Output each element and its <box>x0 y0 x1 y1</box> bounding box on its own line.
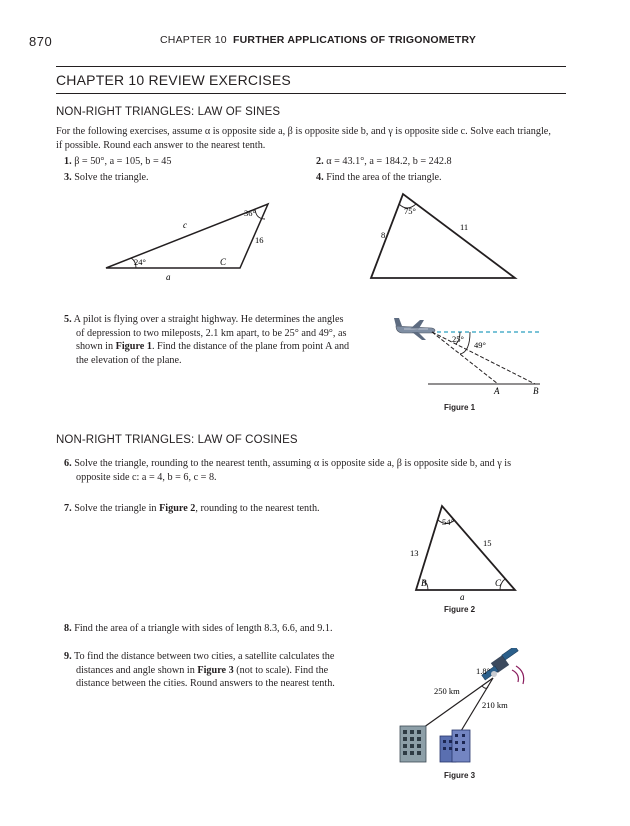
figure-reference: Figure 1 <box>115 341 152 352</box>
exercise-8 <box>64 622 333 636</box>
airplane-icon <box>394 318 435 340</box>
exercise-text: α = 43.1°, a = 184.2, b = 242.8 <box>326 156 452 167</box>
vertex-label-C: C <box>220 257 227 267</box>
side-label-13: 13 <box>410 548 419 558</box>
exercise-number: 7. <box>64 503 72 514</box>
distance-label-250: 250 km <box>434 686 460 696</box>
angle-label-25: 25° <box>452 334 464 344</box>
exercise-text: Find the area of the triangle. <box>326 172 442 183</box>
exercise-text: β = 50°, a = 105, b = 45 <box>74 156 172 167</box>
angle-label-75: 75° <box>404 206 416 216</box>
exercise-line-text: . Find the distance of the plane from point A and <box>151 341 350 352</box>
triangle-outline <box>371 194 515 278</box>
point-label-A: A <box>494 386 500 396</box>
angle-label-1-8: 1.8° <box>476 666 491 676</box>
exercise-line: distance between the cities. Round answers to the nearest tenth. <box>76 678 335 689</box>
exercise-number: 1. <box>64 156 72 167</box>
exercise-line <box>64 457 564 471</box>
intro-line-2: if possible. Round each answer to the nearest tenth. <box>56 139 266 151</box>
angle-label-36: 36° <box>244 208 256 218</box>
figure-reference: Figure 2 <box>159 503 196 514</box>
exercise-3 <box>64 171 149 185</box>
side-label-15: 15 <box>483 538 492 548</box>
exercise-line-text: distances and angle shown in <box>76 664 198 676</box>
side-label-8: 8 <box>381 230 386 240</box>
exercise-number: 3. <box>64 172 72 183</box>
line-of-sight-to-A <box>432 332 498 384</box>
side-label-a: a <box>460 592 465 602</box>
exercise-number: 6. <box>64 458 72 469</box>
section1-intro <box>56 125 561 152</box>
exercise-line-text: A pilot is flying over a straight highway. He determines the angles <box>73 314 344 325</box>
intro-line-1: For the following exercises, assume α is opposite side a, β is opposite side b, and γ is opposite side c. Solve each triangle, <box>56 126 551 137</box>
chapter-top-rule <box>56 66 566 67</box>
exercise-number: 9. <box>64 651 72 662</box>
exercise-number: 8. <box>64 623 72 634</box>
exercise-2 <box>316 155 452 169</box>
exercise-line: the elevation of the plane. <box>76 354 182 366</box>
angle-label-49: 49° <box>474 340 486 350</box>
exercise-line <box>64 664 374 678</box>
section-heading-law-of-cosines: NON-RIGHT TRIANGLES: LAW OF COSINES <box>56 434 298 446</box>
triangle-exercise-3 <box>100 192 280 284</box>
exercise-line-text: , rounding to the nearest tenth. <box>195 503 320 514</box>
exercise-4 <box>316 171 442 185</box>
exercise-line: opposite side c: a = 4, b = 6, c = 8. <box>76 471 217 483</box>
exercise-number: 4. <box>316 172 324 183</box>
point-label-B: B <box>533 386 539 396</box>
exercise-line: of depression to two mileposts, 2.1 km apart, to be 25° and 49°, as <box>76 327 347 339</box>
figure-1-plane-diagram <box>390 308 550 400</box>
running-head-title: FURTHER APPLICATIONS OF TRIGONOMETRY <box>233 34 477 46</box>
exercise-line <box>64 313 374 327</box>
figure-2-caption: Figure 2 <box>444 605 476 614</box>
exercise-line-text: Solve the triangle, rounding to the nearest tenth, assuming α is opposite side a, β is opposite side b, and γ is <box>74 458 512 469</box>
exercise-number: 2. <box>316 156 324 167</box>
exercise-line-text: To find the distance between two cities, a satellite calculates the <box>74 651 335 662</box>
exercise-line <box>64 340 374 354</box>
city-2-building-icon <box>440 730 470 762</box>
figure-1-caption: Figure 1 <box>444 403 476 412</box>
chapter-heading: CHAPTER 10 REVIEW EXERCISES <box>56 72 291 88</box>
city-1-building-icon <box>400 726 426 762</box>
section-heading-law-of-sines: NON-RIGHT TRIANGLES: LAW OF SINES <box>56 106 281 118</box>
exercise-text: Solve the triangle. <box>74 172 149 183</box>
running-head-prefix: CHAPTER 10 <box>160 34 227 46</box>
figure-3-caption: Figure 3 <box>444 771 476 780</box>
figure-3-satellite-diagram <box>390 648 540 768</box>
figure-reference: Figure 3 <box>197 664 234 676</box>
side-label-a: a <box>166 272 171 282</box>
vertex-label-C: C <box>495 578 502 588</box>
chapter-bottom-rule <box>56 93 566 94</box>
exercise-7 <box>64 502 320 516</box>
figure-2-triangle <box>400 500 525 602</box>
side-label-c: c <box>183 220 187 230</box>
running-head <box>160 34 476 46</box>
exercise-5 <box>64 313 374 367</box>
exercise-1 <box>64 155 171 169</box>
exercise-9 <box>64 650 374 691</box>
exercise-number: 5. <box>64 314 72 325</box>
exercise-line-text: shown in <box>76 341 116 352</box>
exercise-line-text: (not to scale). Find the <box>233 664 329 676</box>
vertex-label-B: B <box>421 578 427 588</box>
triangle-exercise-4 <box>365 192 525 284</box>
angle-label-24: 24° <box>134 257 146 267</box>
distance-label-210: 210 km <box>482 700 508 710</box>
angle-label-54: 54° <box>442 517 454 527</box>
side-label-11: 11 <box>460 222 469 232</box>
exercise-line <box>64 650 374 664</box>
page-number: 870 <box>29 34 53 49</box>
exercise-6 <box>64 457 564 484</box>
exercise-text: Find the area of a triangle with sides of length 8.3, 6.6, and 9.1. <box>74 623 333 634</box>
side-label-16: 16 <box>255 235 264 245</box>
exercise-line-text: Solve the triangle in <box>74 503 160 514</box>
